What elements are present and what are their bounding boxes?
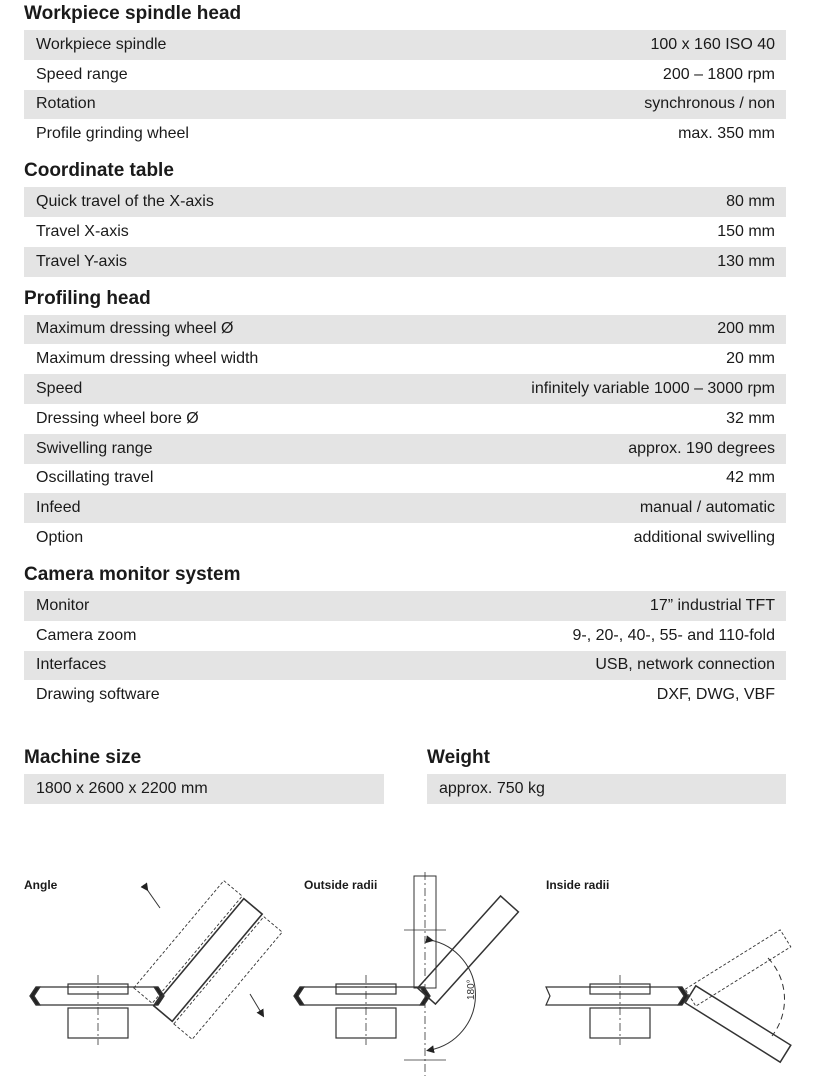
spec-value: infinitely variable 1000 – 3000 rpm [531,380,775,398]
spec-value: 32 mm [726,409,775,427]
spec-label: Quick travel of the X-axis [36,193,214,211]
spec-value: 130 mm [717,252,775,270]
inside-dresser-ghost [685,930,791,1006]
spec-value: approx. 190 degrees [628,439,775,457]
spec-row [24,187,786,217]
spec-label: Profile grinding wheel [36,125,189,143]
section-title: Camera monitor system [24,563,241,585]
size-weight-block [24,744,786,806]
section-title: Profiling head [24,287,151,309]
inside-dresser-solid [685,986,791,1062]
spec-sheet [24,0,786,710]
machine-size-block [24,744,384,804]
spec-label: Infeed [36,499,81,517]
spec-row [24,217,786,247]
spec-label: Workpiece spindle [36,35,167,53]
dressing-diagrams [0,870,814,1078]
weight-title: Weight [427,747,490,768]
inside-wheel [546,987,688,1005]
angle-arrow-up [146,888,160,908]
spec-value: 150 mm [717,222,775,240]
spec-value: 17” industrial TFT [649,596,775,614]
spec-row [24,493,786,523]
angle-dresser-solid [154,899,262,1022]
spec-row [24,621,786,651]
spec-row [24,119,786,149]
spec-row [24,247,786,277]
spec-row [24,651,786,681]
section-workpiece-spindle-head [24,0,786,149]
angle-wheel-edge-left [30,987,40,1005]
angle-diagram [30,881,282,1045]
spec-label: Monitor [36,596,90,614]
inside-radii-diagram [546,930,791,1062]
spec-row [24,315,786,345]
spec-value: 9-, 20-, 40-, 55- and 110-fold [572,626,775,644]
spec-value: DXF, DWG, VBF [656,686,775,704]
spec-row [24,344,786,374]
spec-value: additional swivelling [633,529,775,547]
spec-row [24,90,786,120]
machine-size-table [24,774,384,804]
spec-label: Travel X-axis [36,222,129,240]
spec-table [24,591,786,710]
angle-dresser-ghost-1 [134,881,242,1004]
spec-label: Dressing wheel bore Ø [36,409,199,427]
spec-label: Rotation [36,95,96,113]
outside-wheel-edge-left [294,987,304,1005]
inside-wheel-edge-right [678,987,688,1005]
spec-row [24,591,786,621]
spec-label: Interfaces [36,656,107,674]
weight-value: approx. 750 kg [439,779,545,797]
section-camera-monitor-system [24,561,786,710]
spec-label: Travel Y-axis [36,252,127,270]
angle-label: Angle [24,878,58,892]
spec-label: Maximum dressing wheel Ø [36,320,234,338]
spec-row [24,774,384,804]
spec-label: Maximum dressing wheel width [36,350,259,368]
spec-row [24,30,786,60]
spec-value: max. 350 mm [678,125,775,143]
outside-angle-mark: 180° [466,979,477,1000]
spec-value: 80 mm [726,193,775,211]
spec-table [24,315,786,553]
spec-row [24,434,786,464]
weight-table [427,774,786,804]
spec-value: USB, network connection [595,656,775,674]
spec-label: Drawing software [36,686,160,704]
spec-value: 42 mm [726,469,775,487]
spec-label: Speed range [36,65,128,83]
spec-label: Swivelling range [36,439,153,457]
machine-size-title: Machine size [24,747,142,768]
spec-table [24,187,786,276]
spec-label: Speed [36,380,83,398]
spec-label: Camera zoom [36,626,137,644]
section-profiling-head [24,285,786,553]
spec-row [427,774,786,804]
spec-row [24,523,786,553]
outside-radii-diagram [294,872,518,1076]
section-title: Coordinate table [24,160,174,182]
spec-value: 100 x 160 ISO 40 [650,35,775,53]
diagram-drawings [0,870,814,1078]
machine-size-value: 1800 x 2600 x 2200 mm [36,779,208,797]
spec-label: Oscillating travel [36,469,154,487]
section-coordinate-table [24,157,786,276]
angle-dresser-ghost-2 [174,917,282,1040]
spec-value: 200 – 1800 rpm [662,65,775,83]
spec-row [24,464,786,494]
inside-arc [768,958,785,1036]
spec-row [24,680,786,710]
weight-block [427,744,786,804]
spec-table [24,30,786,149]
inside-radii-label: Inside radii [546,878,610,892]
outside-radii-label: Outside radii [304,878,378,892]
spec-value: 200 mm [717,320,775,338]
spec-value: 20 mm [726,350,775,368]
spec-label: Option [36,529,84,547]
spec-value: manual / automatic [639,499,775,517]
spec-row [24,404,786,434]
spec-row [24,60,786,90]
spec-value: synchronous / non [644,95,775,113]
spec-row [24,374,786,404]
outside-wheel [294,987,430,1005]
angle-arrow-down [250,994,262,1014]
section-title: Workpiece spindle head [24,3,242,24]
